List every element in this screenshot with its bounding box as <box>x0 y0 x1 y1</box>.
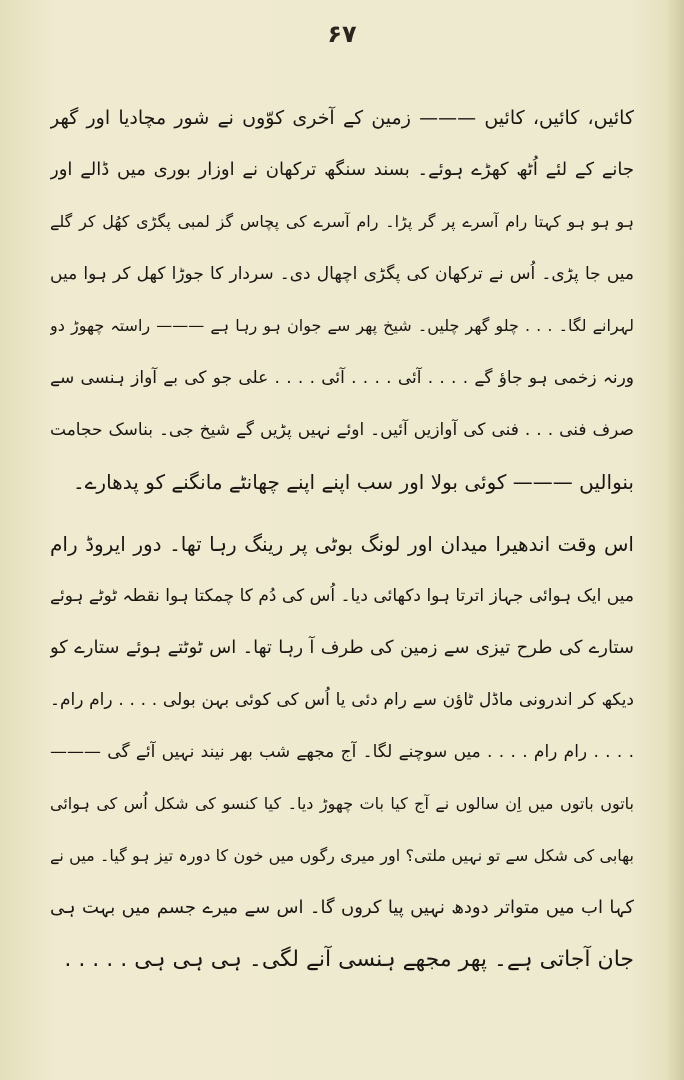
text-line: اس وقت اندھیرا میدان اور لونگ بوٹی پر رینگ رہا تھا۔ دور ایروڈ رام <box>50 532 634 556</box>
text-line: لہرانے لگا۔ . . . چلو گھر چلیں۔ شیخ پھر سے جوان ہو رہا ہے ——— راستہ چھوڑ دو <box>50 316 634 335</box>
text-line: ورنہ زخمی ہو جاؤ گے . . . . آئی . . . . آئی . . . . علی جو کی بے آواز ہنسی سے <box>50 368 634 388</box>
text-line: . . . . رام رام . . . . میں سوچنے لگا۔ آج مجھے شب بھر نیند نہیں آئے گی ——— <box>50 742 634 762</box>
text-line: ہو ہو ہو کہتا رام آسرے پر گر پڑا۔ رام آسرے کی پچاس گز لمبی پگڑی کھُل کر گلے <box>50 212 634 231</box>
text-line: جان آجاتی ہے۔ پھر مجھے ہنسی آنے لگی۔ ہی ہی ہی . . . . . <box>64 947 634 972</box>
text-line: بنوالیں ——— کوئی بولا اور سب اپنے اپنے چھانٹے مانگنے کو پدھارے۔ <box>72 470 634 494</box>
text-line: کائیں، کائیں، کائیں ——— زمین کے آخری کوّوں نے شور مچادیا اور گھر <box>50 107 634 129</box>
text-line: باتوں باتوں میں اِن سالوں نے آج کیا بات چھوڑ دیا۔ کیا کنسو کی شکل اُس کی ہوائی <box>50 794 634 813</box>
text-line: میں ایک ہوائی جہاز اترتا ہوا دکھائی دیا۔ اُس کی دُم کا چمکتا ہوا نقطہ ٹوٹے ہوئے <box>50 586 634 606</box>
text-line: بھابی کی شکل سے تو نہیں ملتی؟ اور میری رگوں میں خون کا دورہ تیز ہو گیا۔ میں نے <box>50 846 634 865</box>
text-line: صرف فنی . . . فنی کی آوازیں آئیں۔ اوئے نہیں پڑیں گے شیخ جی۔ بناسک حجامت <box>50 420 634 440</box>
text-line: میں جا پڑی۔ اُس نے ترکھان کی پگڑی اچھال دی۔ سردار کا جوڑا کھل کر ہوا میں <box>50 264 634 284</box>
body-text <box>50 92 634 986</box>
text-line: کہا اب میں متواتر دودھ نہیں پیا کروں گا۔ اس سے میرے جسم میں بہت ہی <box>50 897 634 918</box>
text-line: جانے کے لئے اُٹھ کھڑے ہوئے۔ بسند سنگھ ترکھان نے اوزار بوری میں ڈالے اور <box>50 159 634 180</box>
text-line: ستارے کی طرح تیزی سے زمین کی طرف آ رہا تھا۔ اس ٹوٹتے ہوئے ستارے کو <box>50 637 634 658</box>
page-edge-shadow <box>666 0 684 1080</box>
text-line: دیکھ کر اندرونی ماڈل ٹاؤن سے رام دئی یا اُس کی کوئی بہن بولی . . . . رام رام۔ <box>50 690 634 710</box>
page-number: ۶۷ <box>327 20 357 48</box>
